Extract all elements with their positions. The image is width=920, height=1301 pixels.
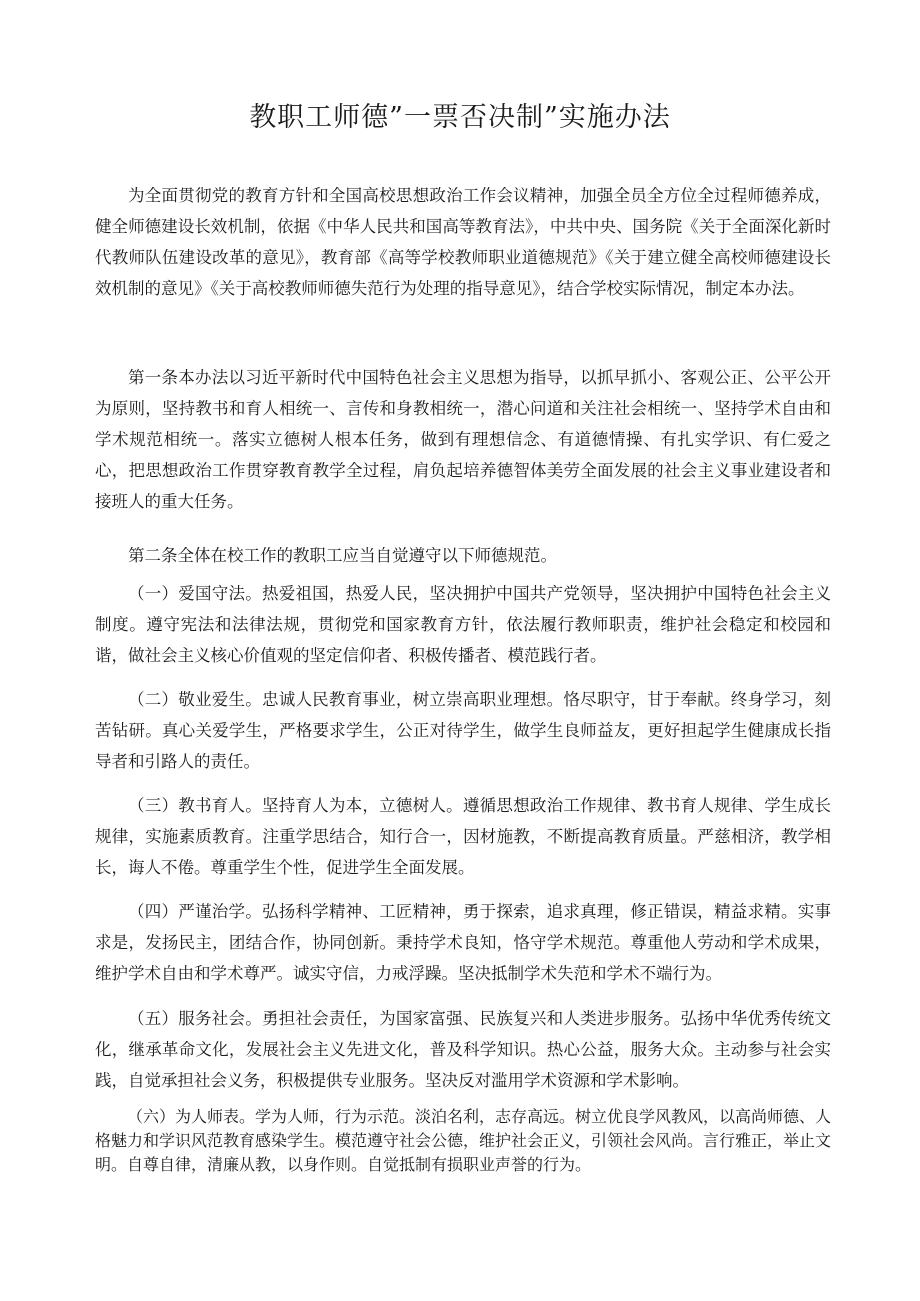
paragraph-item-2: （二）敬业爱生。忠诚人民教育事业，树立崇高职业理想。恪尽职守，甘于奉献。终身学习，刻苦钻研。真心关爱学生，严格要求学生，公正对待学生，做学生良师益友，更好担起学生健康成长指导者和引路人的责任。 [95, 690, 831, 771]
paragraph-item-3: （三）教书育人。坚持育人为本，立德树人。遵循思想政治工作规律、教书育人规律、学生成长规律，实施素质教育。注重学思结合，知行合一，因材施教，不断提高教育质量。严慈相济，教学相长，诲人不倦。尊重学生个性，促进学生全面发展。 [95, 796, 831, 877]
paragraph-article-1: 第一条本办法以习近平新时代中国特色社会主义思想为指导，以抓早抓小、客观公正、公平公开为原则，坚持教书和育人相统一、言传和身教相统一，潜心问道和关注社会相统一、坚持学术自由和学术规范相统一。落实立德树人根本任务，做到有理想信念、有道德情操、有扎实学识、有仁爱之心，把思想政治工作贯穿教育教学全过程，肩负起培养德智体美劳全面发展的社会主义事业建设者和接班人的重大任务。 [95, 368, 831, 511]
paragraph-item-1: （一）爱国守法。热爱祖国，热爱人民，坚决拥护中国共产党领导，坚决拥护中国特色社会主义制度。遵守宪法和法律法规，贯彻党和国家教育方针，依法履行教师职责，维护社会稳定和校园和谐，做社会主义核心价值观的坚定信仰者、积极传播者、模范践行者。 [95, 584, 831, 665]
paragraph-item-4: （四）严谨治学。弘扬科学精神、工匠精神，勇于探索，追求真理，修正错误，精益求精。实事求是，发扬民主，团结合作，协同创新。秉持学术良知，恪守学术规范。尊重他人劳动和学术成果，维护学术自由和学术尊严。诚实守信，力戒浮躁。坚决抵制学术失范和学术不端行为。 [95, 902, 831, 983]
paragraph-article-2: 第二条全体在校工作的教职工应当自觉遵守以下师德规范。 [128, 546, 557, 565]
document-title: 教职工师德”一票否决制”实施办法 [249, 102, 671, 133]
paragraph-preamble: 为全面贯彻党的教育方针和全国高校思想政治工作会议精神，加强全员全方位全过程师德养成，健全师德建设长效机制，依据《中华人民共和国高等教育法》，中共中央、国务院《关于全面深化新时代教师队伍建设改革的意见》，教育部《高等学校教师职业道德规范》《关于建立健全高校师德建设长效机制的意见》《关于高校教师师德失范行为处理的指导意见》，结合学校实际情况，制定本办法。 [95, 186, 831, 298]
paragraph-item-6: （六）为人师表。学为人师，行为示范。淡泊名利，志存高远。树立优良学风教风，以高尚师德、人格魅力和学识风范教育感染学生。模范遵守社会公德，维护社会正义，引领社会风尚。言行雅正，举止文明。自尊自律，清廉从教，以身作则。自觉抵制有损职业声誉的行为。 [95, 1107, 832, 1174]
paragraph-item-5: （五）服务社会。勇担社会责任，为国家富强、民族复兴和人类进步服务。弘扬中华优秀传统文化，继承革命文化，发展社会主义先进文化，普及科学知识。热心公益，服务大众。主动参与社会实践，自觉承担社会义务，积极提供专业服务。坚决反对滥用学术资源和学术影响。 [95, 1009, 831, 1090]
